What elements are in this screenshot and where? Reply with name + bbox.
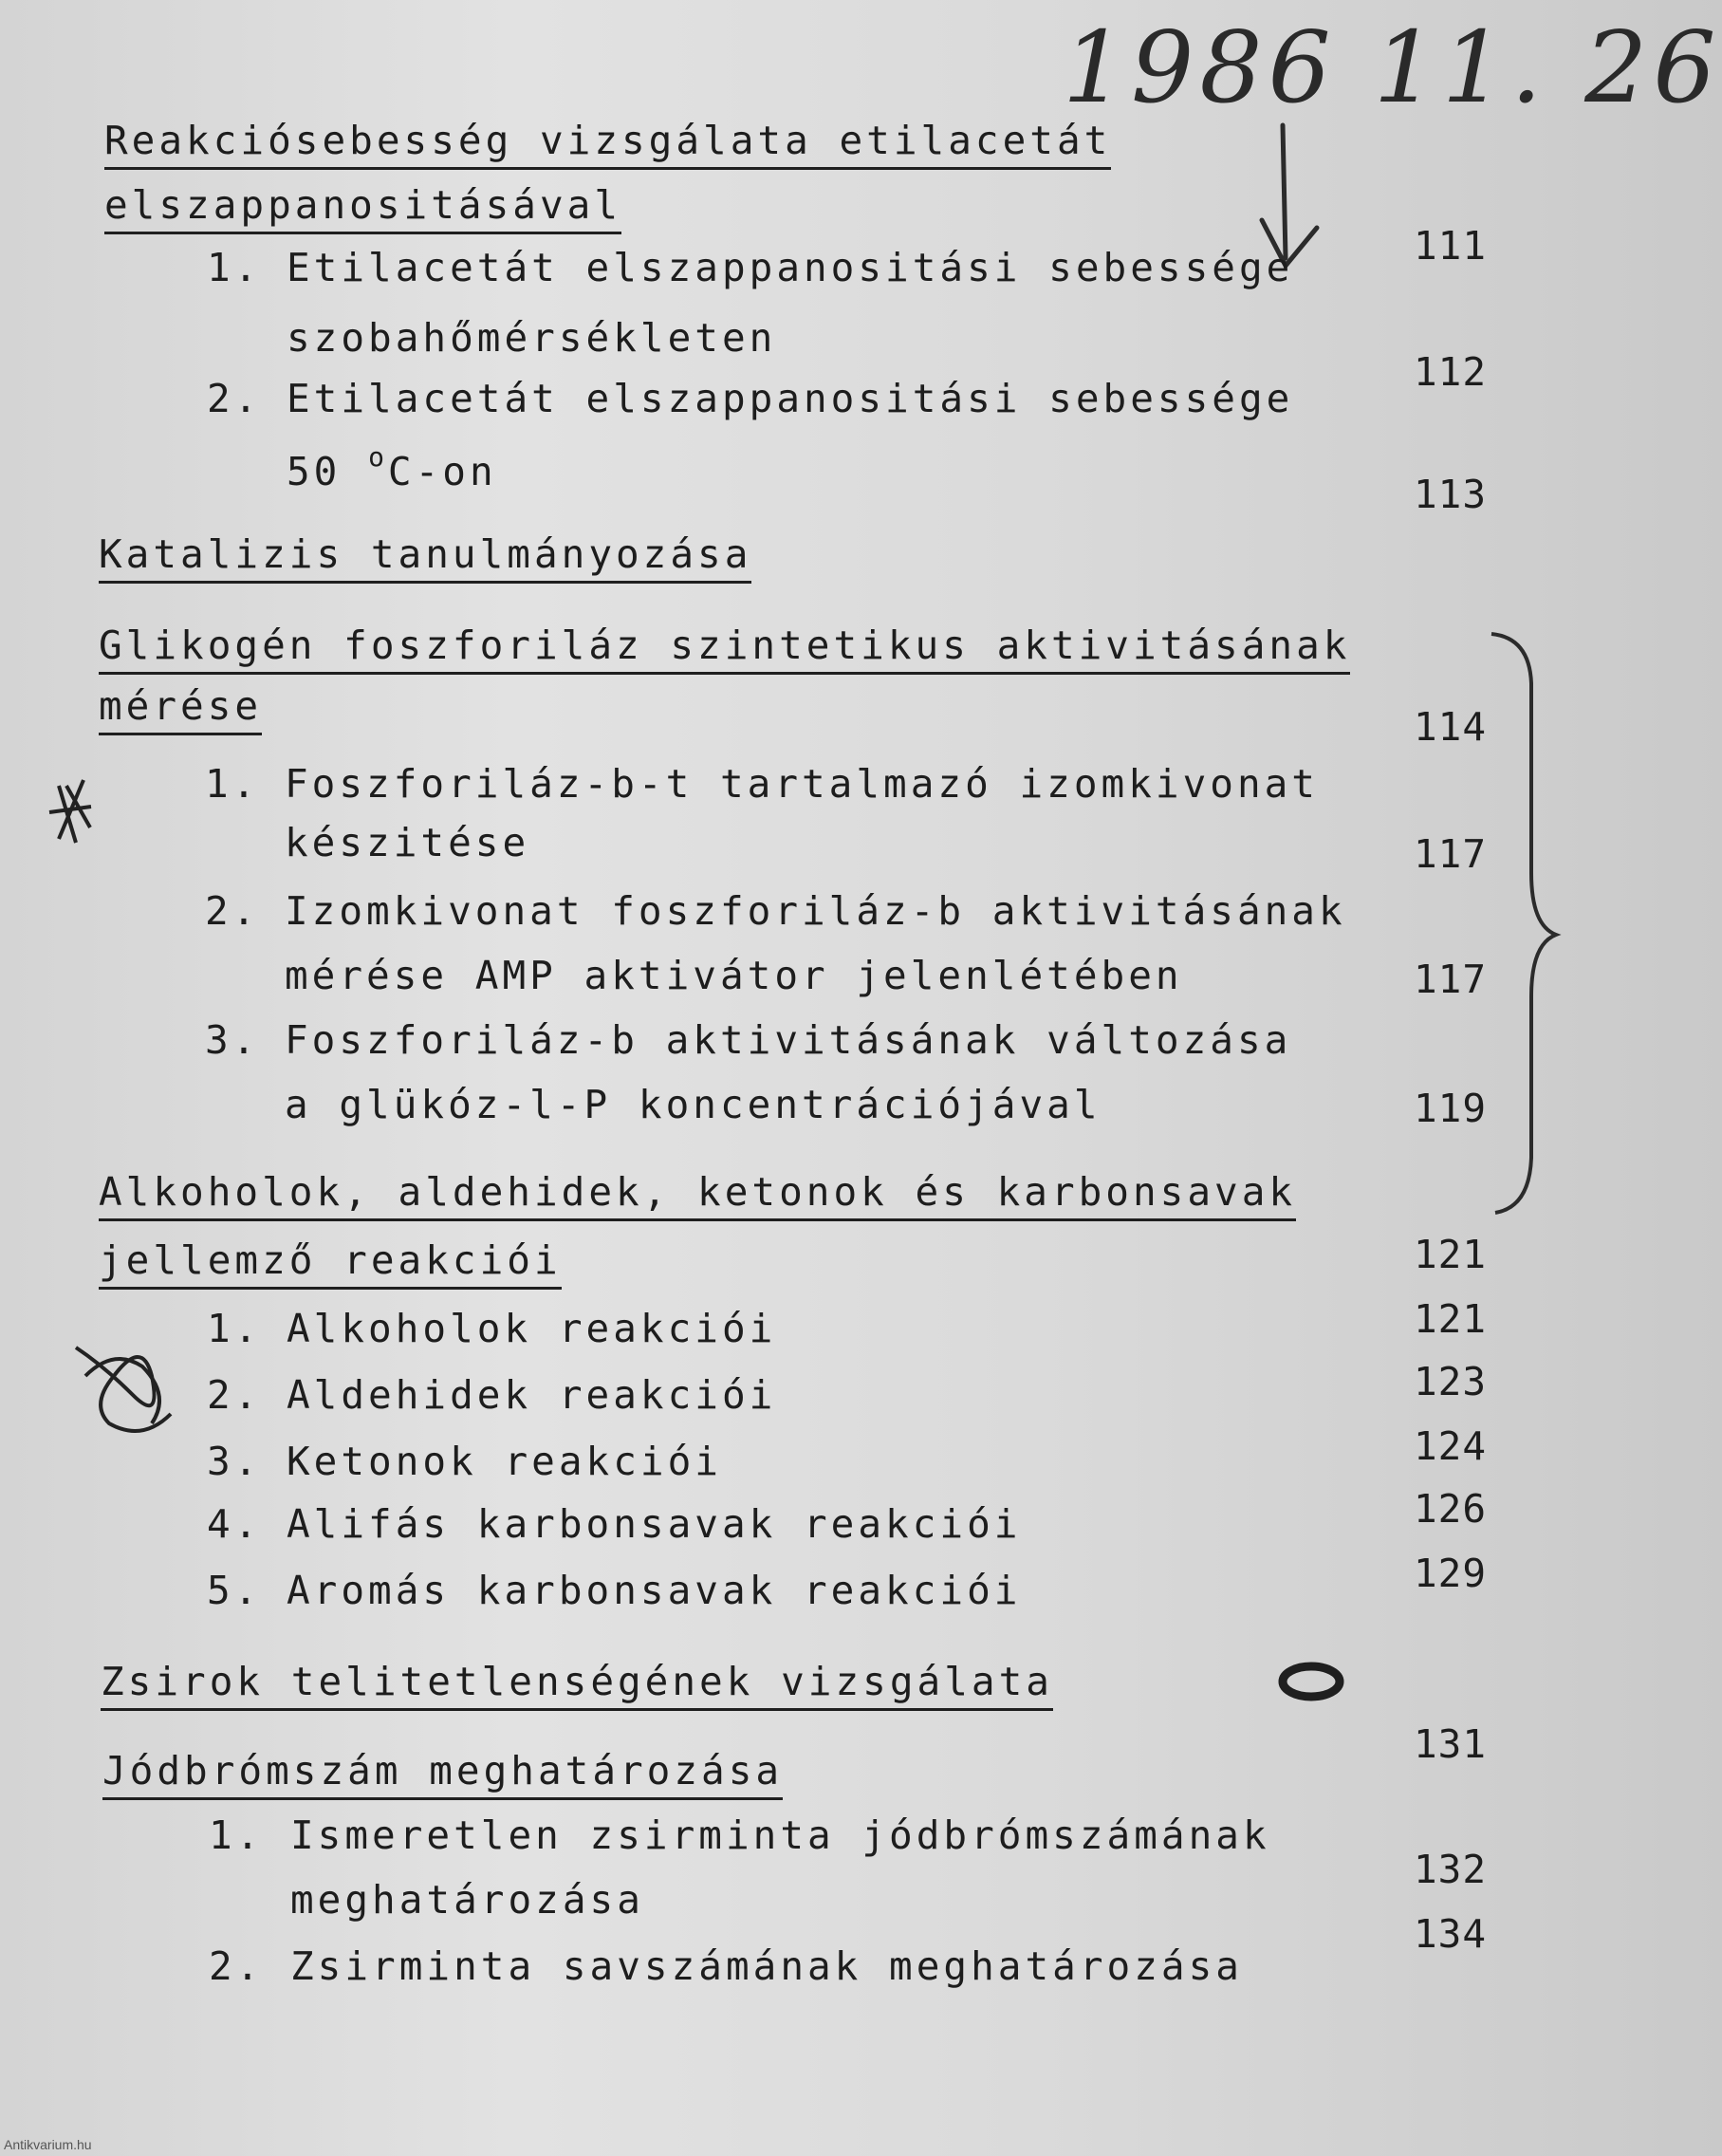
section-title: mérése [99,683,262,735]
list-item-text: Izomkivonat foszforiláz-b aktivitásának [285,888,1346,934]
list-item-number: 1. [207,1306,262,1351]
section-title: Glikogén foszforiláz szintetikus aktivitásának [99,623,1350,675]
list-item-text: Ismeretlen zsirminta jódbrómszámának [290,1812,1270,1858]
list-item-text: mérése AMP aktivátor jelenlétében [285,953,1183,998]
right-brace-icon [1491,634,1556,1213]
list-item-text: meghatározása [290,1877,644,1923]
section-title: Alkoholok, aldehidek, ketonok és karbonsavak [99,1169,1296,1221]
page-number: 129 [1414,1551,1488,1596]
list-item-text: Alifás karbonsavak reakciói [287,1501,1022,1547]
list-item-number: 2. [209,1943,264,1989]
cross-mark-icon [49,780,91,843]
section-title: elszappanositásával [104,182,621,234]
section-title: Reakciósebesség vizsgálata etilacetát [104,118,1111,170]
page-number: 111 [1414,223,1488,269]
section-title: Jódbrómszám meghatározása [102,1748,783,1800]
list-item-number: 4. [207,1501,262,1547]
list-item-number: 3. [207,1439,262,1484]
list-item-text: Foszforiláz-b-t tartalmazó izomkivonat [285,761,1319,807]
list-item-number: 2. [207,1372,262,1418]
list-item-number: 1. [207,245,262,290]
page-number: 114 [1414,704,1488,750]
page-number: 132 [1414,1847,1488,1892]
page-number: 131 [1414,1721,1488,1767]
section-title: Katalizis tanulmányozása [99,531,751,584]
page-number: 124 [1414,1423,1488,1469]
list-item-text: 50 $^o$C-on [287,441,497,494]
list-item-text: Foszforiláz-b aktivitásának változása [285,1017,1292,1063]
list-item-number: 1. [209,1812,264,1858]
page-number: 117 [1414,957,1488,1002]
handwritten-date: 1986 11. 26 [1063,9,1722,125]
list-item-text: készitése [285,820,530,865]
list-item-text: Etilacetát elszappanositási sebessége [287,245,1294,290]
page-number: 123 [1414,1359,1488,1404]
page-number: 112 [1414,349,1488,395]
page-number: 121 [1414,1296,1488,1342]
list-item-text: Ketonok reakciói [287,1439,722,1484]
list-item-text: Aldehidek reakciói [287,1372,777,1418]
list-item-text: a glükóz-l-P koncentrációjával [285,1082,1102,1127]
list-item-text: Zsirminta savszámának meghatározása [290,1943,1243,1989]
list-item-text: Etilacetát elszappanositási sebessége [287,376,1294,421]
list-item-text: Aromás karbonsavak reakciói [287,1568,1022,1613]
section-title: Zsirok telitetlenségének vizsgálata [101,1659,1053,1711]
page-number: 126 [1414,1486,1488,1532]
list-item-text: Alkoholok reakciói [287,1306,777,1351]
list-item-number: 3. [205,1017,260,1063]
list-item-number: 1. [205,761,260,807]
page-number: 117 [1414,831,1488,877]
circle-mark-icon [1283,1666,1340,1697]
list-item-number: 5. [207,1568,262,1613]
page-number: 113 [1414,472,1488,517]
watermark: Antikvarium.hu [4,2137,92,2152]
page-number: 134 [1414,1911,1488,1957]
list-item-number: 2. [207,376,262,421]
section-title: jellemző reakciói [99,1237,562,1290]
list-item-text: szobahőmérsékleten [287,315,777,361]
scribble-mark-icon [76,1348,171,1431]
list-item-number: 2. [205,888,260,934]
page-number: 121 [1414,1232,1488,1277]
page-number: 119 [1414,1086,1488,1131]
